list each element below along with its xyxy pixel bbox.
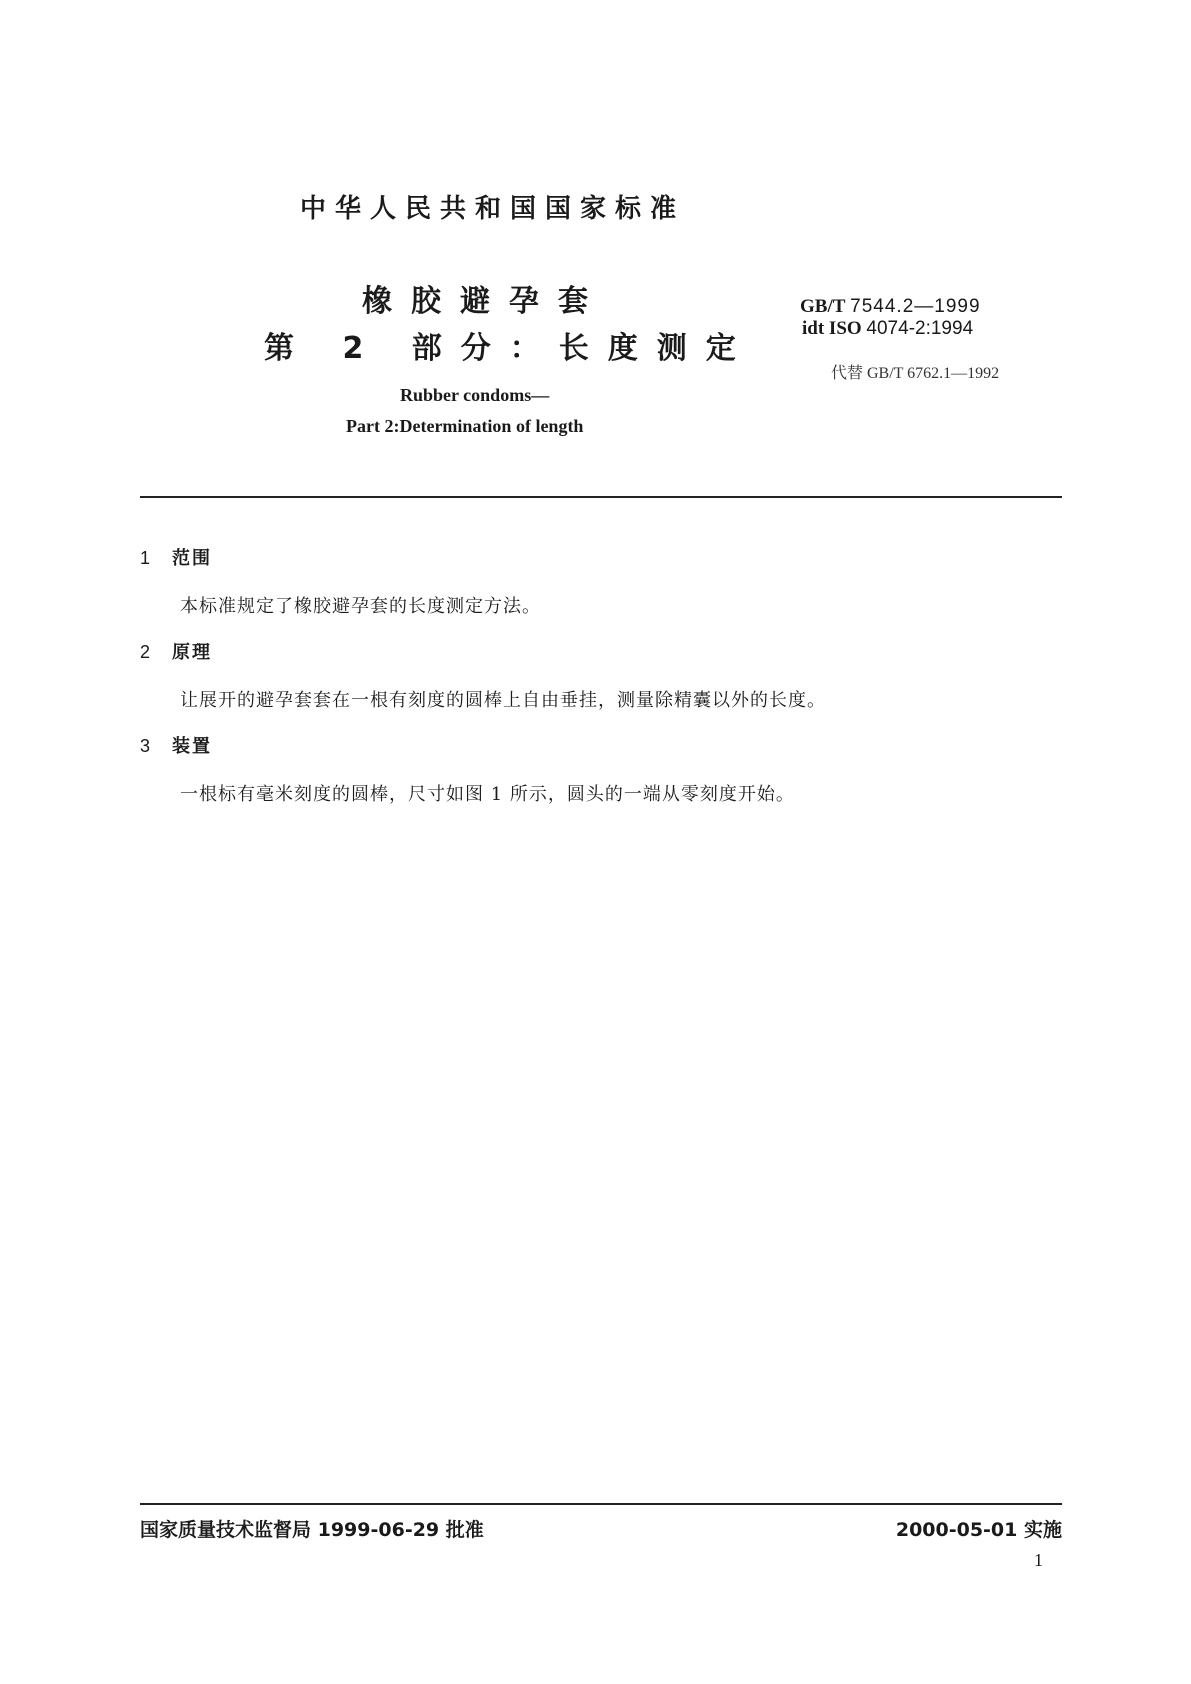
standard-number-value: 7544.2—1999 <box>850 296 981 317</box>
section-heading-scope <box>140 544 212 570</box>
effective-date: 2000-05-01 实施 <box>895 1519 1062 1541</box>
section-number: 2 <box>140 642 151 662</box>
footer-divider <box>140 1503 1062 1505</box>
title-cn-main: 橡胶避孕套 <box>362 284 607 319</box>
section-body-scope: 本标准规定了橡胶避孕套的长度测定方法。 <box>180 596 541 617</box>
approval-line: 国家质量技术监督局 1999-06-29 批准 <box>140 1519 484 1541</box>
identical-standard <box>802 318 973 340</box>
section-title: 原理 <box>172 642 212 663</box>
section-body-principle: 让展开的避孕套套在一根有刻度的圆棒上自由垂挂，测量除精囊以外的长度。 <box>180 690 826 711</box>
idt-number: 4074-2:1994 <box>866 318 974 339</box>
section-number: 1 <box>140 548 151 568</box>
section-heading-principle <box>140 638 212 664</box>
standard-number <box>800 296 981 318</box>
national-standard-heading: 中华人民共和国国家标准 <box>300 194 686 224</box>
section-number: 3 <box>140 736 151 756</box>
replaces-standard: 代替 GB/T 6762.1—1992 <box>831 365 1000 382</box>
title-en-part: Part 2:Determination of length <box>346 416 584 436</box>
section-heading-apparatus <box>140 732 212 758</box>
idt-code: idt ISO <box>802 318 862 339</box>
title-cn-part: 第 2 部分：长度测定 <box>264 331 755 366</box>
header-divider <box>140 496 1062 498</box>
title-en-main: Rubber condoms— <box>400 385 550 405</box>
section-title: 范围 <box>172 548 212 569</box>
section-body-apparatus: 一根标有毫米刻度的圆棒，尺寸如图 1 所示，圆头的一端从零刻度开始。 <box>180 784 795 805</box>
section-title: 装置 <box>172 736 212 757</box>
page-number: 1 <box>1034 1550 1043 1570</box>
standard-code: GB/T <box>800 296 846 317</box>
